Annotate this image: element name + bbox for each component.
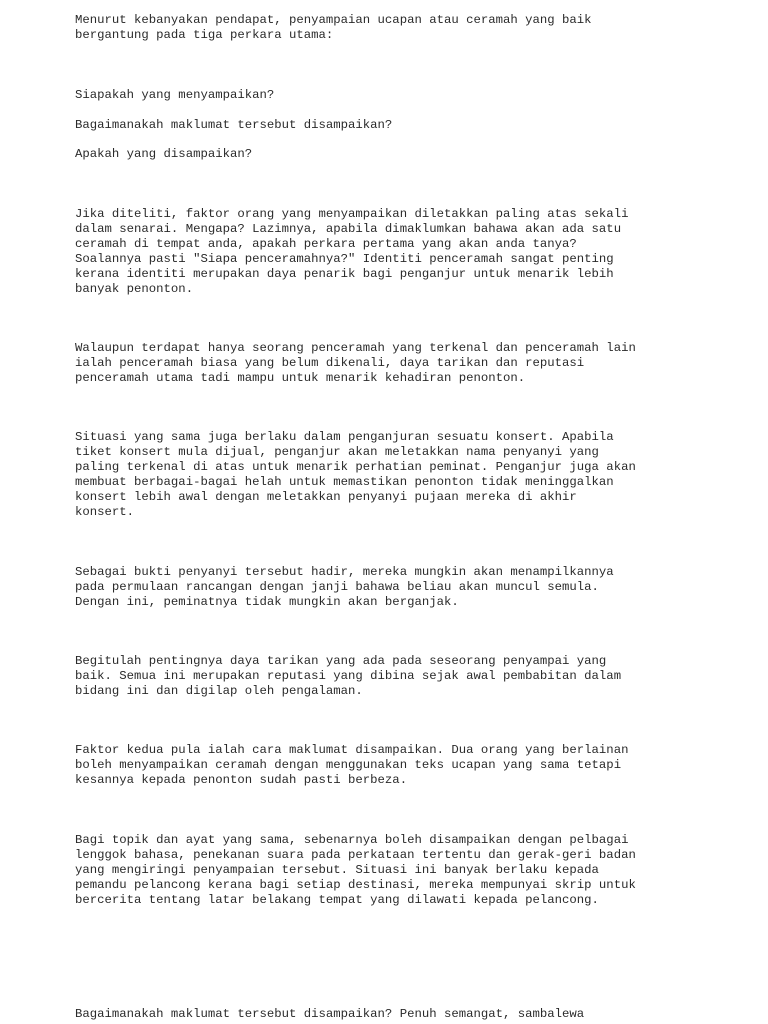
list-item-how: Bagaimanakah maklumat tersebut disampaikan? <box>75 118 393 132</box>
list-item-who: Siapakah yang menyampaikan? <box>75 88 275 102</box>
paragraph-intro: Menurut kebanyakan pendapat, penyampaian ucapan atau ceramah yang baik bergantung pada tiga perkara utama: <box>75 13 592 42</box>
list-item-what: Apakah yang disampaikan? <box>75 147 253 161</box>
paragraph-how-delivered: Bagaimanakah maklumat tersebut disampaikan? Penuh semangat, sambalewa <box>75 1007 585 1021</box>
paragraph-reputation: Begitulah pentingnya daya tarikan yang ada pada seseorang penyampai yang baik. Semua ini merupakan reputasi yang dibina sejak awal pembabitan dalam bidang ini dan digilap oleh pengalaman. <box>75 654 622 698</box>
paragraph-delivery-style: Bagi topik dan ayat yang sama, sebenarnya boleh disampaikan dengan pelbagai lenggok bahasa, penekanan suara pada perkataan tertentu dan gerak-geri badan yang mengiringi penyampaian tersebut. Situasi ini banyak berlaku kepada pemandu pelancong kerana bagi setiap destinasi, mereka mempunyai skrip untuk bercerita tentang latar belakang tempat yang dilawati kepada pelancong. <box>75 833 636 907</box>
paragraph-concert: Situasi yang sama juga berlaku dalam penganjuran sesuatu konsert. Apabila tiket konsert mula dijual, penganjur akan meletakkan nama penyanyi yang paling terkenal di atas untuk menarik perhatian peminat. Penganjur juga akan membuat berbagai-bagai helah untuk memastikan penonton tidak meninggalkan konsert lebih awal dengan meletakkan penyanyi pujaan mereka di akhir konsert. <box>75 430 636 519</box>
paragraph-second-factor: Faktor kedua pula ialah cara maklumat disampaikan. Dua orang yang berlainan boleh menyampaikan ceramah dengan menggunakan teks ucapan yang sama tetapi kesannya kepada penonton sudah pasti berbeza. <box>75 743 629 787</box>
paragraph-proof: Sebagai bukti penyanyi tersebut hadir, mereka mungkin akan menampilkannya pada permulaan rancangan dengan janji bahawa beliau akan muncul semula. Dengan ini, peminatnya tidak mungkin akan berganjak. <box>75 565 614 609</box>
paragraph-speaker-factor: Jika diteliti, faktor orang yang menyampaikan diletakkan paling atas sekali dalam senarai. Mengapa? Lazimnya, apabila dimaklumkan bahawa akan ada satu ceramah di tempat anda, apakah perkara pertama yang akan anda tanya? Soalannya pasti "Siapa penceramahnya?" Identiti penceramah sangat penting kerana identiti merupakan daya penarik bagi penganjur untuk menarik lebih banyak penonton. <box>75 207 629 296</box>
paragraph-main-speaker: Walaupun terdapat hanya seorang penceramah yang terkenal dan penceramah lain ialah penceramah biasa yang belum dikenali, daya tarikan dan reputasi penceramah utama tadi mampu untuk menarik kehadiran penonton. <box>75 341 636 385</box>
